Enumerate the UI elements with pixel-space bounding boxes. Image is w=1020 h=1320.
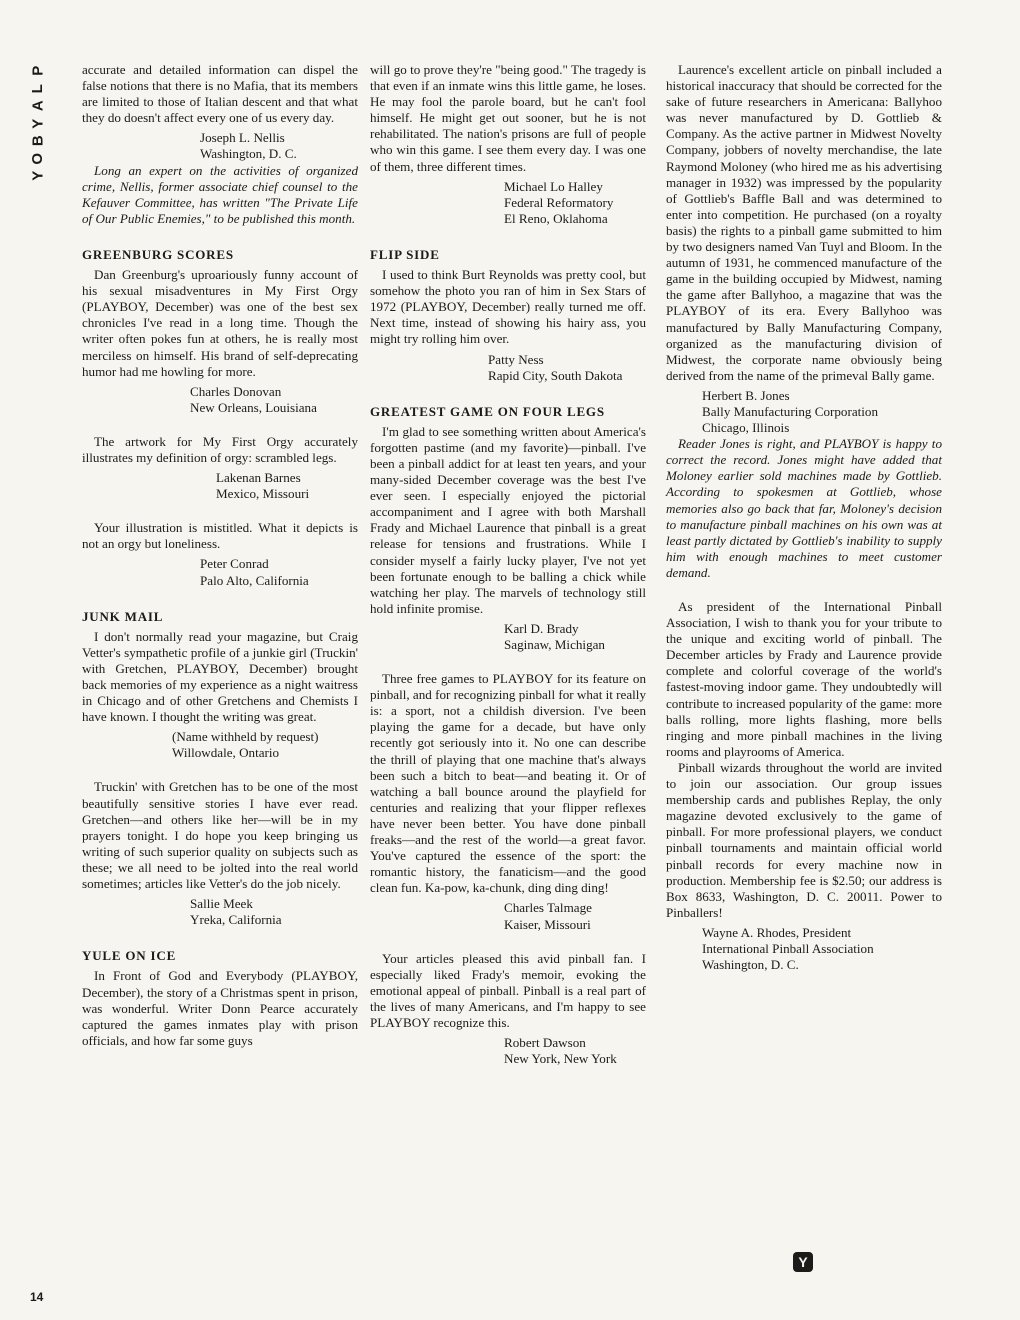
letter-paragraph: Your articles pleased this avid pinball fan. I especially liked Frady's memoir, evoking the emotional appeal of pinball. Pinball is a real part of the lives of many Americans, and I'm happy to see PLAYBOY recognize this. bbox=[370, 950, 646, 1030]
letter-paragraph: The artwork for My First Orgy accurately illustrates my definition of orgy: scrambled legs. bbox=[82, 433, 358, 465]
side-letter: B bbox=[29, 135, 47, 147]
letter-paragraph: As president of the International Pinball Association, I wish to thank you for your tribute to the unique and exciting world of pinball. The December articles by Frady and Laurence provide complete and colorful coverage of the world's fastest-moving indoor game. They undoubtedly will contribute to increased popularity of the game: more balls rolling, more lights flashing, more bells ringing and more pinball machines in the living rooms and playrooms of America. bbox=[666, 599, 942, 759]
section-heading: FLIP SIDE bbox=[370, 246, 440, 262]
letter-signature bbox=[82, 556, 358, 588]
signature-institution: Bally Manufacturing Corporation bbox=[702, 403, 878, 419]
page-number: 14 bbox=[30, 1290, 44, 1304]
signature-name: Sallie Meek bbox=[190, 896, 253, 912]
signature-location: Washington, D. C. bbox=[200, 146, 297, 162]
editor-reply: Reader Jones is right, and PLAYBOY is happy to correct the record. Jones might have added that Moloney earlier sold machines made by Gottlieb. According to spokesmen at Gottlieb, whose memories also go back that far, Moloney's decision to manufacture pinball machines on his own was at least partly dictated by Gottlieb's inability to supply him with enough machines to meet customer demand. bbox=[666, 436, 942, 580]
signature-name: Michael Lo Halley bbox=[504, 178, 603, 194]
signature-name: Peter Conrad bbox=[200, 556, 269, 572]
signature-location: Washington, D. C. bbox=[702, 957, 799, 973]
letter-paragraph: Three free games to PLAYBOY for its feature on pinball, and for recognizing pinball for what it really is: a sport, not a childish diversion. I've been playing the game for a decade, but have only recently got seriously into it. No one can describe the thrill of playing that one machine that's always been such a bitch to beat—and beating it. Or of watching a ball bounce around the playfield for centuries and realizing that your flipper reflexes have never been better. You have done pinball freaks—and the rest of the world—a great favor. You've captured the essence of the sport: the romantic history, the fanaticism—and the good clean fun. Ka-pow, ka-chunk, ding ding ding! bbox=[370, 671, 646, 896]
letter-signature bbox=[82, 896, 358, 928]
signature-name: Charles Talmage bbox=[504, 900, 592, 916]
signature-name: Robert Dawson bbox=[504, 1035, 586, 1051]
side-letter: O bbox=[29, 152, 47, 165]
side-letter: A bbox=[29, 100, 47, 112]
signature-institution: International Pinball Association bbox=[702, 940, 874, 956]
letter-signature bbox=[370, 352, 646, 384]
section-heading: JUNK MAIL bbox=[82, 608, 164, 624]
editor-reply: Long an expert on the activities of organized crime, Nellis, former associate chief counsel to the Kefauver Committee, has written "The Private Life of Our Public Enemies," to be published this month. bbox=[82, 162, 358, 226]
letter-signature bbox=[370, 900, 646, 932]
signature-name: (Name withheld by request) bbox=[172, 729, 319, 745]
signature-location: Willowdale, Ontario bbox=[172, 745, 280, 761]
end-mark-icon: Y bbox=[793, 1252, 813, 1272]
signature-location: New York, New York bbox=[504, 1051, 617, 1067]
letter-signature bbox=[82, 729, 358, 761]
column-2 bbox=[370, 62, 646, 1067]
signature-name: Wayne A. Rhodes, President bbox=[702, 924, 852, 940]
letter-paragraph: Laurence's excellent article on pinball included a historical inaccuracy that should be corrected for the sake of future researchers in Americana: Ballyhoo was never manufactured by D. Gottlieb & Company. As the active partner in Midwest Novelty Company, jobbers of novelty merchandise, the late Raymond Moloney (who hired me as his advertising manager in 1932) was impressed by the popularity of Gottlieb's Baffle Ball and was determined to enter into competition. He purchased (on a royalty basis) the rights to a pinball game submitted to him by two designers named Van Tuyl and Bloom. In the autumn of 1931, he commenced manufacture of the game in the building occupied by Midwest, naming the game after Ballyhoo, a magazine that was the PLAYBOY of its era. Every Ballyhoo was manufactured by Bally Manufacturing Company, organized as the manufacturing division of Midwest, the corporate name obviously being derived from the name of the primeval Bally game. bbox=[666, 62, 942, 383]
section-heading: GREATEST GAME ON FOUR LEGS bbox=[370, 403, 605, 419]
column-3 bbox=[666, 62, 942, 973]
letter-paragraph: Truckin' with Gretchen has to be one of the most beautifully sensitive stories I have ever read. Gretchen—and others like her—will be in my prayers tonight. I do hope you keep bringing us writing of such superior quality on subjects such as these; we all need to be jolted into the real world sometimes; articles like Vetter's do the job nicely. bbox=[82, 779, 358, 892]
letter-paragraph: will go to prove they're "being good." The tragedy is that even if an inmate wins this little game, he loses. He may fool the parole board, but he can't fool himself. He might get out sooner, but he is not rehabilitated. The nation's prisons are full of people who win this game. I see them every day. I was one of them, three different times. bbox=[370, 62, 646, 174]
signature-location: Chicago, Illinois bbox=[702, 420, 790, 436]
signature-name: Joseph L. Nellis bbox=[200, 130, 285, 146]
signature-location: Palo Alto, California bbox=[200, 572, 309, 588]
letter-signature bbox=[666, 388, 942, 436]
signature-name: Karl D. Brady bbox=[504, 620, 579, 636]
side-letter: Y bbox=[29, 118, 47, 129]
letter-paragraph: Your illustration is mistitled. What it depicts is not an orgy but loneliness. bbox=[82, 520, 358, 552]
letter-paragraph: I don't normally read your magazine, but Craig Vetter's sympathetic profile of a junkie girl (Truckin' with Gretchen, PLAYBOY, December) brought back memories of my experience as a night waitress in Chicago and of other Gretchens and Chemists I have known. I thought the writing was great. bbox=[82, 628, 358, 725]
letter-paragraph: Pinball wizards throughout the world are invited to join our association. Our group issues membership cards and publishes Replay, the only magazine devoted exclusively to the game of pinball. For more professional players, we conduct pinball tournaments and maintain official world pinball records for every machine now in production. Membership fee is $2.50; our address is Box 8633, Washington, D. C. 20011. Power to Pinballers! bbox=[666, 759, 942, 920]
section-heading: YULE ON ICE bbox=[82, 948, 177, 964]
signature-institution: Federal Reformatory bbox=[504, 194, 614, 210]
letter-signature bbox=[370, 621, 646, 653]
signature-location: Yreka, California bbox=[190, 912, 282, 928]
signature-location: Rapid City, South Dakota bbox=[488, 367, 623, 383]
signature-location: New Orleans, Louisiana bbox=[190, 399, 317, 415]
signature-location: Kaiser, Missouri bbox=[504, 916, 591, 932]
letter-paragraph: I'm glad to see something written about America's forgotten pastime (and my favorite)—pinball. I've been a pinball addict for at least ten years, and your many-sided December coverage was the best I've ever seen. I especially enjoyed the pictorial accompaniment and I agree with both Marshall Frady and Michael Laurence that pinball is a great release for tensions and frustrations. While I consider myself a fairly lucky player, I've not yet been fortunate enough to be balling a chick while watching her play. The marvels of technology still hold infinite promise. bbox=[370, 423, 646, 616]
signature-name: Charles Donovan bbox=[190, 383, 282, 399]
column-1 bbox=[82, 62, 358, 1049]
signature-location: Saginaw, Michigan bbox=[504, 637, 605, 652]
letter-paragraph: Dan Greenburg's uproariously funny account of his sexual misadventures in My First Orgy (PLAYBOY, December) was one of the best sex chronicles I've read in a long time. Though the writer often pokes fun at others, he is really most merciless on himself. His brand of self-deprecating humor had me howling for more. bbox=[82, 267, 358, 379]
signature-location: Mexico, Missouri bbox=[216, 486, 310, 502]
letter-paragraph: accurate and detailed information can dispel the false notions that there is no Mafia, that its members are limited to those of Italian descent and that what they do doesn't affect every one of us every day. bbox=[82, 62, 358, 126]
side-letter: Y bbox=[29, 170, 47, 181]
section-heading: GREENBURG SCORES bbox=[82, 246, 234, 262]
magazine-side-title bbox=[27, 62, 49, 185]
letter-signature bbox=[82, 384, 358, 416]
side-letter: L bbox=[29, 83, 47, 93]
letter-paragraph: I used to think Burt Reynolds was pretty cool, but somehow the photo you ran of him in Sex Stars of 1972 (PLAYBOY, December) really turned me off. Next time, instead of showing his hairy ass, you might try rolling him over. bbox=[370, 267, 646, 347]
letter-signature bbox=[370, 179, 646, 227]
signature-name: Lakenan Barnes bbox=[216, 470, 301, 486]
signature-name: Patty Ness bbox=[488, 351, 544, 367]
letter-signature bbox=[82, 130, 358, 162]
letter-signature bbox=[666, 925, 942, 973]
letter-signature bbox=[82, 470, 358, 502]
signature-name: Herbert B. Jones bbox=[702, 387, 790, 403]
side-letter: P bbox=[29, 65, 47, 76]
signature-location: El Reno, Oklahoma bbox=[504, 210, 608, 226]
letter-paragraph: In Front of God and Everybody (PLAYBOY, December), the story of a Christmas spent in prison, was wonderful. Writer Donn Pearce accurately captured the games inmates play with prison officials, and how far some guys bbox=[82, 968, 358, 1048]
letter-signature bbox=[370, 1035, 646, 1067]
